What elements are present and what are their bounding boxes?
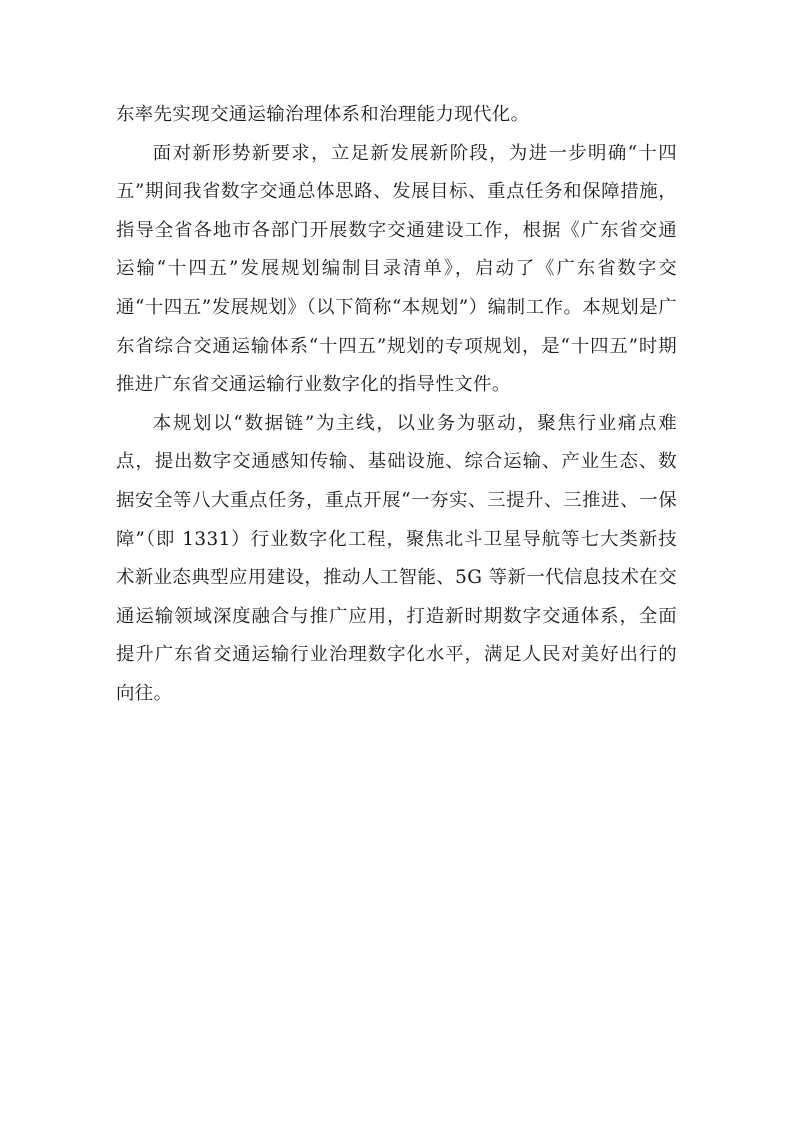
paragraph-main-line: 本规划以“数据链”为主线，以业务为驱动，聚焦行业痛点难点，提出数字交通感知传输、基础设施、综合运输、产业生态、数据安全等八大重点任务，重点开展“一夯实、三提升、三推进、一保障”（即 1331）行业数字化工程，聚焦北斗卫星导航等七大类新技术新业态典型应用建设，推动人工智能、5G 等新一代信息技术在交通运输领域深度融合与推广应用，打造新时期数字交通体系，全面提升广东省交通运输行业治理数字化水平，满足人民对美好出行的向往。 <box>116 412 677 704</box>
paragraph-continuation: 东率先实现交通运输治理体系和治理能力现代化。 <box>116 104 530 125</box>
paragraph-background: 面对新形势新要求，立足新发展新阶段，为进一步明确“十四五”期间我省数字交通总体思路、发展目标、重点任务和保障措施，指导全省各地市各部门开展数字交通建设工作，根据《广东省交通运输“十四五”发展规划编制目录清单》，启动了《广东省数字交通“十四五”发展规划》（以下简称“本规划”）编制工作。本规划是广东省综合交通运输体系“十四五”规划的专项规划，是“十四五”时期推进广东省交通运输行业数字化的指导性文件。 <box>116 142 677 396</box>
document-body <box>116 96 677 714</box>
